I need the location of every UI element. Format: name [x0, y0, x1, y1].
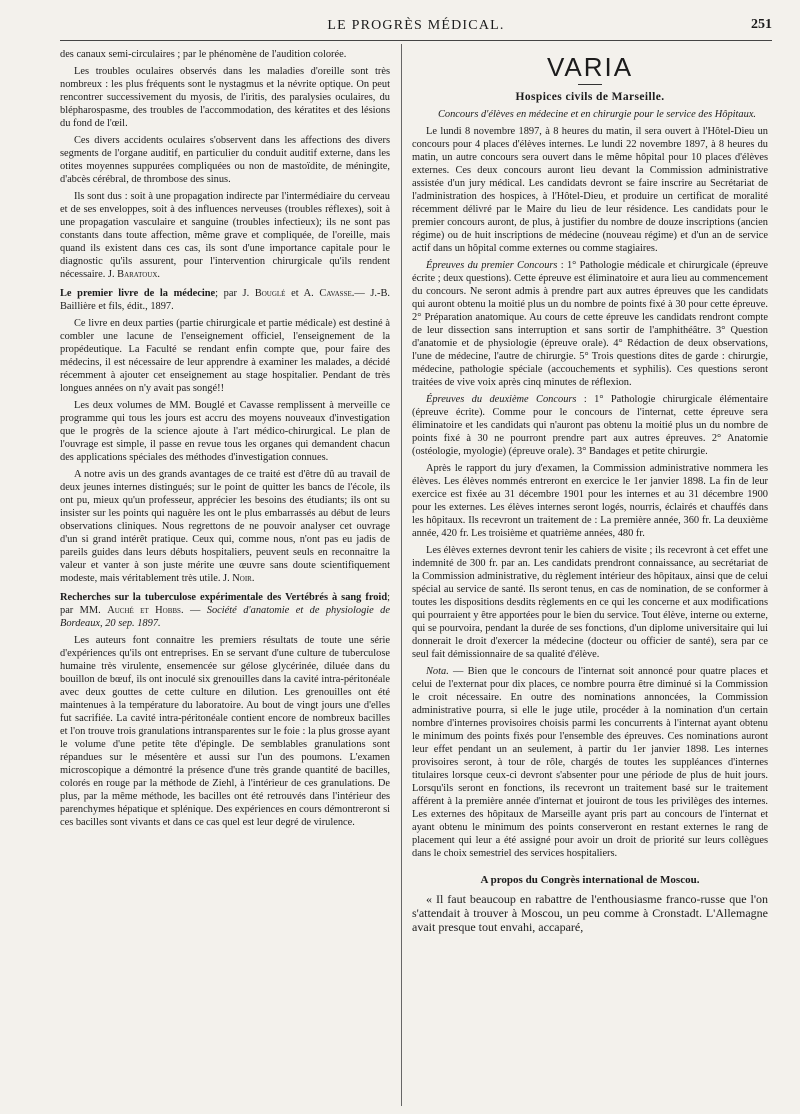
book-ref: et A. — [285, 288, 320, 299]
article-source: Société d'anatomie et de physiologie de Bordeaux, 20 sep. 1897. — [60, 605, 390, 629]
left-column — [60, 48, 390, 833]
column-divider — [401, 44, 402, 1106]
paragraph-label: Nota. — [426, 666, 449, 677]
paragraph: des canaux semi-circulaires ; par le phénomène de l'audition colorée. — [60, 49, 347, 60]
article-title: Recherches sur la tuberculose expérimentale des Vertébrés à sang froid — [60, 592, 388, 603]
paragraph: Les élèves externes devront tenir les cahiers de visite ; ils recevront à cet effet une indemnité de 300 fr. par an. Les candidats prendront connaissance, au secrétariat de la Commission administrative, du règlement intérieur des hôpitaux, ainsi que de celui spécial au service de santé. Ils seront tenus, en cas de nomination, de se conformer à toutes les dispositions desdits règlements en ce qui les concerne et aux modifications qui pourraient y être apportées pour le bien du service. Tout élève, interne ou externe, qui se pourvoira, pendant la durée de ses fonctions, d'un diplome universitaire qui lui donnerait le droit d'exercer la médecine (docteur ou officier de santé), sera par ce seul fait démissionnaire de sa qualité d'élève. — [412, 545, 768, 660]
paragraph — [412, 259, 768, 389]
article-authors: Auché et Hobbs — [107, 605, 181, 616]
paragraph-text: A notre avis un des grands avantages de ce traité est d'être dû au travail de deux jeunes internes distingués; sur le point de quitter les bancs de l'école, ils ont pu, mieux qu'un professeur, apprécier les besoins des étudiants; ils ont su insister sur les points qui naguère les ont le plus embarrassés au début de leurs observations cliniques. Nous regrettons de ne pouvoir analyser cet ouvrage d'un si grand intérêt pratique. Ceux qui, comme nous, n'ont pas eu jadis de pareils guides dans leurs débuts hospitaliers, peuvent seuls en reconnaitre la valeur et vanter à son juste mérite une œuvre sans doute scientifiquement modeste, mais véritablement très utile. — [60, 469, 390, 584]
paragraph: Ces divers accidents oculaires s'observent dans les affections des divers segments de l'organe auditif, en particulier du conduit auditif externe, dans les otites moyennes suppurées compliquées ou non de mastoïdite, de méningite, d'abcès cérébral, de thrombose des sinus. — [60, 135, 390, 185]
book-ref: ; par J. — [215, 288, 255, 299]
paragraph: Les troubles oculaires observés dans les maladies d'oreille sont très nombreux : les plus fréquents sont le nystagmus et la névrite optique. On peut rencontrer successivement du myosis, de l'iritis, des paralysies oculaires, du blépharospasme, des troubles de l'accommodation, des kératites et des lésions du fond de l'œil. — [60, 66, 390, 129]
paragraph-label: Épreuves du premier Concours — [426, 260, 558, 271]
paragraph-text: Ils sont dus : soit à une propagation indirecte par l'intermédiaire du cerveau et de ses enveloppes, soit à des influences nerveuses (troubles réflexes), soit à une propagation vasculaire et sanguine (troubles infectieux); ils ne sont pas constants dans toute affection, même grave et compliquée, de l'oreille, mais quand ils existent dans ces cas, ils sont d'une importance capitale pour le diagnostic qu'ils assurent, pour l'intervention chirurgicale qu'ils rendent nécessaire. — [60, 191, 390, 280]
paragraph-text: : 1° Pathologie médicale et chirurgicale (épreuve écrite ; deux questions). Cette épreuve est éliminatoire et aura lieu au commencement du concours. Ne seront admis à prendre part aux autres épreuves que les candidats qui auront obtenu la moitié plus un du nombre de points fixé à 30 pour cette épreuve. 2° Préparation anatomique. Au cours de cette épreuve les candidats rendront compte de leur dissection sans interruption et sans sortir de l'amphithéâtre. 3° Question d'anatomie et de physiologie (épreuve orale). 4° Rédaction de deux observations, l'une de médecine, l'autre de chirurgie. 5° Trois questions dites de garde : chirurgie, médecine, pathologie spéciale (accouchements et syphilis). Ces questions seront traitées de vive voix après cinq minutes de réflexion. — [412, 260, 768, 388]
section-title: Hospices civils de Marseille. — [515, 91, 665, 103]
paragraph — [412, 393, 768, 458]
paragraph-text: — Bien que le concours de l'internat soit annoncé pour quatre places et celui de l'externat pour dix places, ce nombre pourra être diminué si la Commission le croit nécessaire. En outre des nominations annoncées, la Commission administrative pourra, si elle le juge utile, procéder à la nomination d'un certain nombre d'internes provisoires choisis parmi les concurrents à l'internat ayant obtenu le minimum des points fixés pour l'ensemble des épreuves. Ces nominations auront leur effet pendant un an seulement, à partir du 1er janvier 1898. Les internes provisoires seront, à tour de rôle, chargés de toutes les suppléances d'internes titulaires lorsque ceux-ci devront s'absenter pour une période de plus de huit jours. Lorsqu'ils seront en fonctions, ils recevront un traitement basé sur le traitement afférent à la première année d'internat et jouiront de tous les privilèges des internes. Les externes des hôpitaux de Marseille ayant pris part au concours de l'internat et ayant obtenu le minimum des points conserveront en restant externes le rang de placement qui leur a été assigné pour avoir un droit de priorité sur leurs collègues dans le choix semestriel des services hospitaliers. — [412, 666, 768, 859]
section-banner: VARIA — [546, 52, 634, 82]
paragraph — [412, 665, 768, 860]
paragraph: Après le rapport du jury d'examen, la Commission administrative nommera les élèves. Les élèves nommés entreront en exercice le 1er janvier 1898. La fin de leur exercice est fixée au 31 décembre 1901 pour les internes et au 31 décembre 1900 pour les externes. Les élèves internes seront logés, nourris, éclairés et chauffés dans les hôpitaux. Ils recevront un traitement de : La première année, 360 fr. La deuxième année, 420 fr. Les troisième et quatrième années, 480 fr. — [412, 463, 768, 539]
book-author: Cavasse — [319, 288, 352, 299]
book-review-heading — [60, 287, 390, 313]
article-ref: ; par MM. — [60, 592, 390, 616]
author-signature: J. Baratoux. — [107, 269, 160, 280]
header-rule — [60, 40, 772, 41]
paragraph: Ce livre en deux parties (partie chirurgicale et partie médicale) est destiné à combler une lacune de l'enseignement officiel, l'enseignement de la propédeutique. La Faculté se rendant enfin compte que, pour faire des médecins, il est nécessaire de leur apprendre à examiner les malades, a décidé récemment à ajouter cet enseignement au stage hospitalier. Pendant de très longues années on n'y avait pas songé!! — [60, 318, 390, 394]
article-ref: . — — [180, 605, 207, 616]
banner-rule — [578, 84, 602, 85]
journal-title: LE PROGRÈS MÉDICAL. — [327, 18, 505, 33]
page-number: 251 — [751, 17, 772, 32]
running-head — [60, 14, 772, 38]
paragraph-label: Épreuves du deuxième Concours — [426, 394, 577, 405]
paragraph: Les deux volumes de MM. Bouglé et Cavasse remplissent à merveille ce programme qui tous les jours est accru des moyens nouveaux d'investigation que le progrès de la science ajoute à l'art médico-chirurgical. Le plan de l'ouvrage est simple, il passe en revue tous les organes qui demandent chacun des applications spéciales des méthodes d'investigation connues. — [60, 400, 390, 463]
right-column — [412, 48, 768, 938]
section-title: A propos du Congrès international de Moscou. — [480, 874, 700, 886]
paragraph: Les auteurs font connaitre les premiers résultats de toute une série d'expériences qu'ils ont entreprises. En se servant d'une culture de tuberculose humaine très virulente, ensemencée sur gélose glycérinée, diluée dans du bouillon de bœuf, ils ont inoculé six grenouilles dans la cavité intra-péritonéale avec deux gouttes de cette culture en dilution. Les grenouilles ont été maintenues à la température du laboratoire. Au bout de vingt jours une d'elles fut sacrifiée. La cavité intra-péritonéale contient encore de nombreux bacilles et l'on trouve trois granulations intransparentes sur le foie : la plus grosse ayant le volume d'une petite tête d'épingle. De semblables granulations sont répandues sur le mésentère et aussi sur l'un des poumons. L'examen microscopique a démontré la présence d'une très grande quantité de bacilles, colorés en rouge par la méthode de Ziehl, à l'intérieur de ces granulations. De plus, par la même méthode, les bacilles ont été retrouvés dans l'intérieur des parenchymes hépatique et splénique. Des expériences en cours démontreront si ces bacilles sont vivants et dans ce cas quel est leur degré de virulence. — [60, 635, 390, 828]
paragraph — [60, 190, 390, 281]
book-title: Le premier livre de la médecine — [60, 288, 216, 299]
article-heading — [60, 591, 390, 630]
paragraph-text: : 1° Pathologie chirurgicale élémentaire (épreuve écrite). Comme pour le concours de l'internat, cette épreuve sera éliminatoire et les candidats qui n'auront pas obtenu la moitié plus un du nombre de points fixé à 30 ne pourront prendre part aux autres épreuves. 2° Anatomie (ostéologie, myologie) (épreuve orale). 3° Bandages et petite chirurgie. — [412, 394, 768, 457]
book-ref: .— J.-B. Baillière et fils, édit., 1897. — [60, 288, 390, 312]
section-subtitle: Concours d'élèves en médecine et en chirurgie pour le service des Hôpitaux. — [437, 109, 757, 120]
book-author: Bouglé — [254, 288, 286, 299]
paragraph — [60, 468, 390, 585]
paragraph: « Il faut beaucoup en rabattre de l'enthousiasme franco-russe que l'on s'attendait à trouver à Moscou, un peu comme à Cronstadt. L'Allemagne avait presque tout envahi, accaparé, — [412, 892, 768, 934]
paragraph: Le lundi 8 novembre 1897, à 8 heures du matin, il sera ouvert à l'Hôtel-Dieu un concours pour 4 places d'élèves internes. Le lundi 22 novembre 1897, à 8 heures du matin, un autre concours sera ouvert dans le même hôpital pour 10 places d'élèves externes. Ces deux concours auront lieu devant la Commission administrative assistée d'un jury médical. Les candidats devront se faire inscrire au Secrétariat de l'administration des hospices, à l'Hôtel-Dieu, et produire un certificat de moralité récemment délivré par le Maire du lieu de leur résidence. Les candidats pour le premier concours auront, de plus, à justifier du nombre de douze inscriptions (ancien régime) ou de huit inscriptions de médecine (nouveau régime) et d'un an de service actif dans un hôpital comme externes ou comme stagiaires. — [412, 126, 768, 254]
author-signature: J. Noir. — [223, 573, 255, 584]
